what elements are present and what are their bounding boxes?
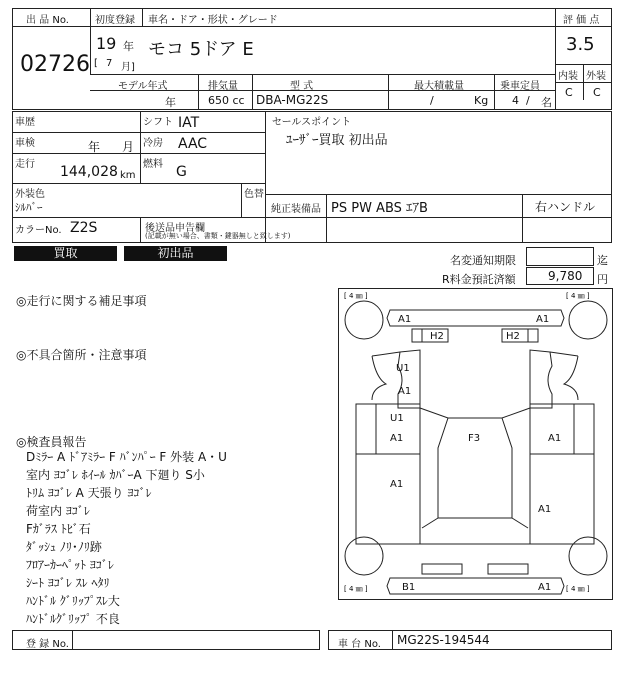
report-line: ﾄﾘﾑ ﾖｺﾞﾚ A 天張り ﾖｺﾞﾚ [26, 486, 152, 500]
damage-left-door: A1 [390, 479, 404, 490]
tire-depth-rear-left: [ 4 ㎜ ] [344, 585, 368, 593]
tire-front-right [569, 301, 607, 339]
chassis-no-label: 車 台 No. [338, 639, 381, 650]
reg-no-label: 登 録 No. [26, 639, 69, 650]
exterior-grade: C [593, 86, 601, 99]
report-line: ﾀﾞｯｼｭ ﾉﾘ･ﾉﾘ跡 [26, 540, 102, 554]
recycle-unit: 円 [597, 273, 608, 286]
buyback-tag: 買取 [14, 246, 117, 261]
max-load-label: 最大積載量 [414, 81, 464, 92]
max-load-unit: Kg [474, 94, 489, 107]
tire-depth-front-right: [ 4 ㎜ ] [566, 292, 590, 300]
fuel: G [176, 164, 187, 180]
first-reg-label: 初度登録 [95, 15, 135, 26]
damage-headlight-left: H2 [430, 331, 444, 342]
defects-label: ◎不具合箇所・注意事項 [16, 348, 147, 362]
interior-label: 内装 [558, 71, 578, 82]
capacity-unit: 名 [541, 96, 552, 109]
mileage-unit: km [120, 170, 136, 181]
model-year-label: モデル年式 [118, 81, 168, 92]
mileage: 144,028 [60, 164, 118, 180]
report-line: 荷室内 ﾖｺﾞﾚ [26, 504, 90, 518]
lot-no: 02726 [20, 52, 90, 77]
damage-rear-bumper-left: B1 [402, 582, 416, 593]
report-line: ﾊﾝﾄﾞﾙｸﾞﾘｯﾌﾟ 不良 [26, 612, 120, 626]
color-no: Z2S [70, 220, 98, 236]
ac-label: 冷房 [143, 138, 163, 149]
shift-label: シフト [143, 117, 173, 128]
damage-front-bumper-right: A1 [536, 314, 550, 325]
capacity: 4 [512, 94, 519, 107]
report-line: Dﾐﾗｰ A ﾄﾞｱﾐﾗｰ F ﾊﾞﾝﾊﾟｰ F 外装 A・U [26, 450, 227, 464]
tire-depth-rear-right: [ 4 ㎜ ] [566, 585, 590, 593]
damage-front-bumper-left: A1 [398, 314, 412, 325]
tire-rear-right [569, 537, 607, 575]
report-line: ｼｰﾄ ﾖｺﾞﾚ ｽﾚ ﾍﾀﾘ [26, 576, 110, 590]
report-line: ﾌﾛｱｰｶｰﾍﾟｯﾄ ﾖｺﾞﾚ [26, 558, 114, 572]
ac: AAC [178, 136, 208, 152]
report-line: Fｶﾞﾗｽ ﾄﾋﾞ石 [26, 522, 91, 536]
post-docs-note: (記載が無い場合、書類・鍵器無しと致します) [145, 232, 291, 240]
tire-rear-left [345, 537, 383, 575]
first-reg-year: 19 [96, 34, 117, 53]
history-label: 車歴 [15, 117, 35, 128]
exterior-color: ｼﾙﾊﾞｰ [15, 201, 43, 214]
capacity-slash: / [526, 94, 530, 107]
name-change-unit: 迄 [597, 254, 608, 267]
model-code: DBA-MG22S [256, 93, 329, 107]
model-label: 型 式 [290, 81, 314, 92]
driving-notes-label: ◎走行に関する補足事項 [16, 294, 147, 308]
shift: IAT [178, 115, 200, 131]
inspection-label: 車検 [15, 138, 35, 149]
lot-no-label: 出 品 No. [26, 15, 69, 26]
first-listing-tag: 初出品 [124, 246, 227, 261]
damage-right-front-fender: A1 [548, 433, 562, 444]
first-reg-year-unit: 年 [123, 40, 134, 53]
car-damage-diagram [338, 288, 613, 600]
sales-point-label: セールスポイント [272, 117, 352, 128]
first-reg-month: 7 [106, 58, 113, 69]
first-reg-month-close: 月] [121, 62, 135, 73]
exterior-color-label: 外装色 [15, 189, 45, 200]
damage-roof-upper: U1 [390, 413, 404, 424]
capacity-label: 乗車定員 [500, 81, 540, 92]
mileage-label: 走行 [15, 159, 35, 170]
car-name-label: 車名・ドア・形状・グレード [148, 15, 278, 26]
damage-right-rear: A1 [538, 504, 552, 515]
report-line: ﾊﾝﾄﾞﾙ ｸﾞﾘｯﾌﾟｽﾚ大 [26, 594, 120, 608]
chassis-no: MG22S-194544 [397, 633, 490, 647]
name-change-box [526, 247, 594, 266]
model-year-unit: 年 [165, 96, 176, 109]
post-docs-label: 後送品申告欄 [145, 223, 205, 234]
inspection-month-unit: 月 [122, 140, 135, 154]
equipment-label: 純正装備品 [271, 204, 321, 215]
steering: 右ハンドル [535, 200, 596, 214]
inspector-report-label: ◎検査員報告 [16, 435, 87, 449]
first-reg-month-open: [ [94, 58, 98, 69]
rating-label: 評 価 点 [563, 15, 600, 26]
exterior-label: 外装 [586, 71, 606, 82]
color-no-label: カラーNo. [15, 225, 62, 236]
damage-roof-lower: A1 [390, 433, 404, 444]
equipment: PS PW ABS ｴｱB [331, 201, 428, 216]
car-name: モコ 5ドア E [148, 39, 254, 60]
damage-hood-upper: U1 [396, 363, 410, 374]
damage-rear-bumper-right: A1 [538, 582, 552, 593]
displacement-label: 排気量 [208, 81, 238, 92]
inspection-year-unit: 年 [88, 140, 101, 154]
recycle-label: R料金預託済額 [442, 273, 516, 286]
damage-windshield: F3 [468, 433, 481, 444]
recycle-value: 9,780 [548, 269, 583, 283]
damage-headlight-right: H2 [506, 331, 520, 342]
tire-depth-front-left: [ 4 ㎜ ] [344, 292, 368, 300]
tire-front-left [345, 301, 383, 339]
sales-point: ﾕｰｻﾞｰ買取 初出品 [286, 133, 388, 148]
interior-grade: C [565, 86, 573, 99]
damage-hood-lower: A1 [398, 386, 412, 397]
name-change-label: 名変通知期限 [450, 254, 516, 267]
color-change-label: 色替 [244, 189, 264, 200]
displacement: 650 cc [208, 94, 245, 107]
report-line: 室内 ﾖｺﾞﾚ ﾎｲｰﾙ ｶﾊﾞｰA 下廻り S小 [26, 468, 205, 482]
rating: 3.5 [566, 34, 595, 55]
fuel-label: 燃料 [143, 159, 163, 170]
max-load-slash: / [430, 94, 434, 107]
